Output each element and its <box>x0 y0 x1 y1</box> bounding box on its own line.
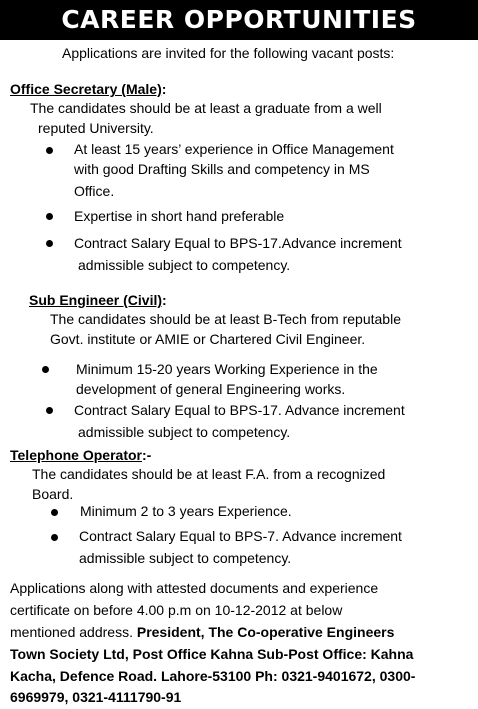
bullet-icon <box>42 366 49 373</box>
bullet-text: admissible subject to competency. <box>79 550 292 566</box>
section-heading-telephone-operator: Telephone Operator:- <box>10 447 152 463</box>
bullet-text: At least 15 years’ experience in Office Management <box>74 141 394 157</box>
bullet-text: with good Drafting Skills and competency in MS <box>74 161 370 177</box>
bullet-text: admissible subject to competency. <box>78 257 291 273</box>
bullet-icon <box>46 407 53 414</box>
bullet-text: development of general Engineering works. <box>76 381 346 397</box>
requirement-line: The candidates should be at least B-Tech from reputable <box>50 311 401 327</box>
requirement-line: The candidates should be at least a graduate from a well <box>30 100 382 116</box>
bullet-text: Minimum 15-20 years Working Experience in the <box>76 361 378 377</box>
closing-line: certificate on before 4.00 p.m on 10-12-2012 at below <box>10 602 343 618</box>
page-title: CAREER OPPORTUNITIES <box>0 0 478 40</box>
intro-text: Applications are invited for the following vacant posts: <box>62 45 395 61</box>
bullet-icon <box>46 240 53 247</box>
requirement-line: reputed University. <box>38 120 154 136</box>
address-text: Kacha, Defence Road. Lahore-53100 Ph: 0321-9401672, 0300- <box>10 668 416 684</box>
closing-line: mentioned address. President, The Co-operative Engineers <box>10 624 395 640</box>
bullet-text: Contract Salary Equal to BPS-17.Advance increment <box>74 235 402 251</box>
bullet-text: Office. <box>74 183 115 199</box>
requirement-line: Govt. institute or AMIE or Chartered Civil Engineer. <box>50 331 366 347</box>
requirement-line: The candidates should be at least F.A. from a recognized <box>32 466 386 482</box>
section-heading-office-secretary: Office Secretary (Male): <box>10 81 167 97</box>
address-text: President, The Co-operative Engineers <box>136 624 395 640</box>
bullet-text: Contract Salary Equal to BPS-17. Advance increment <box>74 402 405 418</box>
bullet-icon <box>46 147 53 154</box>
requirement-line: Board. <box>32 486 74 502</box>
bullet-text: admissible subject to competency. <box>78 424 291 440</box>
bullet-icon <box>46 213 53 220</box>
phone-numbers: 6969979, 0321-4111790-91 <box>10 689 182 705</box>
bullet-icon <box>51 534 58 541</box>
bullet-icon <box>51 509 58 516</box>
bullet-text: Contract Salary Equal to BPS-7. Advance increment <box>79 528 402 544</box>
bullet-text: Minimum 2 to 3 years Experience. <box>80 503 292 519</box>
bullet-text: Expertise in short hand preferable <box>74 208 285 224</box>
closing-line: Applications along with attested documents and experience <box>10 580 379 596</box>
section-heading-sub-engineer: Sub Engineer (Civil): <box>29 292 167 308</box>
address-text: Town Society Ltd, Post Office Kahna Sub-Post Office: Kahna <box>10 646 414 662</box>
